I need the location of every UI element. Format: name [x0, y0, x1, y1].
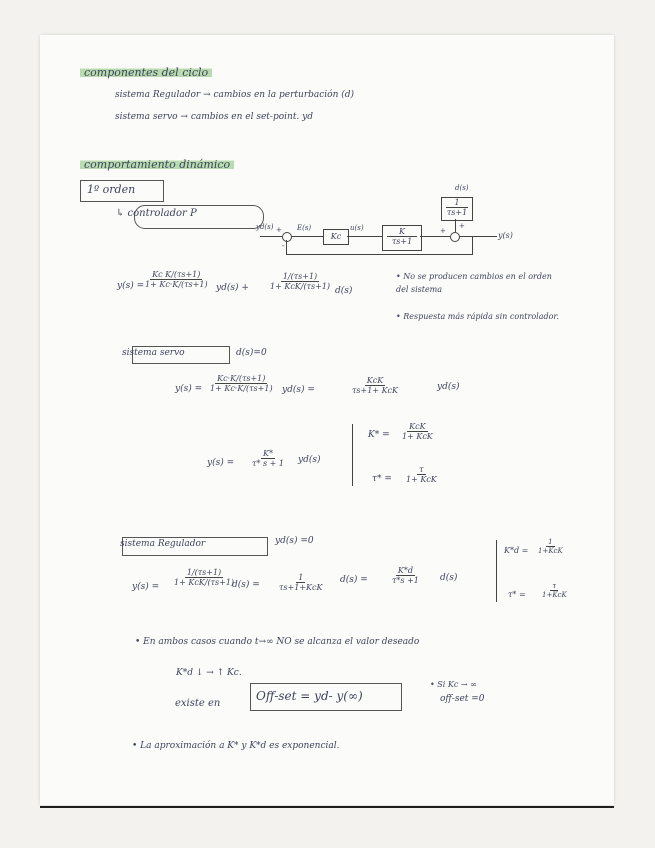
- arrow-output: [459, 236, 497, 237]
- exponential-approx-note: • La aproximación a K* y K*d es exponencial.: [132, 741, 340, 751]
- plus-sign-3: +: [459, 222, 465, 230]
- page-edge: [40, 806, 614, 808]
- disturbance-block: [441, 197, 473, 221]
- controller-p-label: ↳ controlador P: [116, 208, 197, 219]
- servo-fraction-2: KcK τs+1+ KcK: [352, 376, 399, 395]
- feedback-up: [286, 240, 287, 255]
- sum-junction-2: [450, 232, 460, 242]
- offset-formula: Off-set = yd- y(∞): [256, 689, 363, 703]
- regulador-label: sistema Regulador: [120, 539, 206, 549]
- servo-eq-lhs: y(s) =: [175, 384, 203, 394]
- regulador-eq-t2: d(s) =: [340, 575, 368, 585]
- regulador-brace: [496, 540, 497, 602]
- regulador-condition: yd(s) =0: [275, 536, 314, 546]
- tau-d-star-label: τ* =: [508, 590, 526, 599]
- regulador-fraction-1: 1/(τs+1) 1+ KcK/(τs+1): [174, 568, 235, 587]
- controller-block: Kc: [323, 229, 349, 245]
- regulador-eq-t3: d(s): [440, 573, 458, 583]
- process-block: [382, 225, 422, 251]
- plus-sign-2: +: [440, 227, 446, 235]
- main-eq-lhs: y(s) =: [117, 281, 145, 291]
- servo-fraction-3: $\frac{K*}{\tau* s + 1}$: [252, 449, 284, 468]
- process-den: τs+1: [391, 237, 413, 246]
- conclusion-no-setpoint: • En ambos casos cuando t→∞ NO se alcanza el valor deseado: [135, 637, 420, 647]
- tau-star-fraction: τ 1+ KcK: [406, 465, 437, 484]
- k-star-fraction: KcK 1+ KcK: [402, 422, 433, 441]
- tau-star-label: τ* =: [372, 474, 392, 484]
- controller-p-outline: [134, 205, 264, 229]
- y-output-label: y(s): [498, 231, 513, 240]
- servo-brace: [352, 424, 353, 486]
- servo-fraction-1: $\frac{Kc\cdot K/(\tau s+1)}{1+ Kc\cdot K/(\tau s+1)}$: [210, 374, 273, 393]
- servo-eq-tail: yd(s): [437, 382, 460, 392]
- feedback-down: [472, 236, 473, 254]
- arrow-to-sum2: [420, 236, 450, 237]
- servo-eq2-tail: yd(s): [298, 455, 321, 465]
- plus-sign-1: +: [276, 226, 282, 234]
- d-signal-label: d(s): [455, 184, 469, 192]
- error-signal-label: E(s): [297, 224, 312, 232]
- main-eq-fraction-1: $\frac{\text{Kc K/(τs+1)}}{1+ Kc\cdot K/(\tau s+1)}$: [145, 270, 208, 289]
- regulador-fraction-3: $\frac{K*d}{\tau*s +1}$: [392, 566, 419, 585]
- arrow-d-down: [455, 219, 456, 232]
- main-eq-d-term: d(s): [335, 286, 353, 296]
- servo-condition: d(s)=0: [236, 348, 267, 358]
- process-num: K: [387, 227, 417, 237]
- arrow-u: [347, 236, 382, 237]
- yd-signal-label: yd(s): [256, 223, 274, 231]
- kd-star-fraction: 1 1+KcK: [538, 538, 563, 555]
- kc-infinite-note: • Si Kc → ∞: [430, 680, 477, 689]
- minus-sign-1: -: [282, 241, 285, 250]
- servo-eq2-lhs: y(s) =: [207, 458, 235, 468]
- servo-eq-mid: yd(s) =: [282, 385, 315, 395]
- disturbance-num: 1: [446, 198, 468, 208]
- u-signal-label: u(s): [350, 224, 364, 232]
- arrow-yd: [260, 236, 282, 237]
- tau-d-star-fraction: τ 1+KcK: [542, 582, 567, 599]
- k-star-label: K* =: [368, 430, 390, 440]
- regulador-eq-t1: d(s) =: [232, 580, 260, 590]
- note-faster: • Respuesta más rápida sin controlador.: [396, 312, 559, 321]
- regulador-fraction-2: 1 τs+1+KcK: [279, 573, 323, 592]
- first-order-label: 1º orden: [87, 183, 136, 196]
- main-eq-fraction-2: 1/(τs+1) 1+ KcK/(τs+1): [270, 272, 331, 291]
- regulador-eq-lhs: y(s) =: [132, 582, 160, 592]
- servo-label: sistema servo: [122, 348, 185, 358]
- existe-en-text: existe en: [175, 698, 221, 709]
- kd-star-label: K*d =: [504, 546, 529, 555]
- section-title-dynamic: comportamiento dinámico: [80, 158, 234, 171]
- kd-decrease-note: K*d ↓ → ↑ Kc.: [176, 668, 242, 678]
- section-title-components: componentes del ciclo: [80, 66, 212, 79]
- main-eq-yd-term: yd(s) +: [216, 283, 249, 293]
- note-order: • No se producen cambios en el orden del sistema: [396, 272, 552, 294]
- bullet-servo: sistema servo → cambios en el set-point. yd: [115, 112, 313, 122]
- arrow-e: [291, 236, 323, 237]
- bullet-regulador: sistema Regulador → cambios en la perturbación (d): [115, 90, 355, 100]
- offset-zero-note: off-set =0: [440, 694, 485, 704]
- feedback-line: [286, 254, 473, 255]
- disturbance-den: τs+1: [446, 208, 468, 217]
